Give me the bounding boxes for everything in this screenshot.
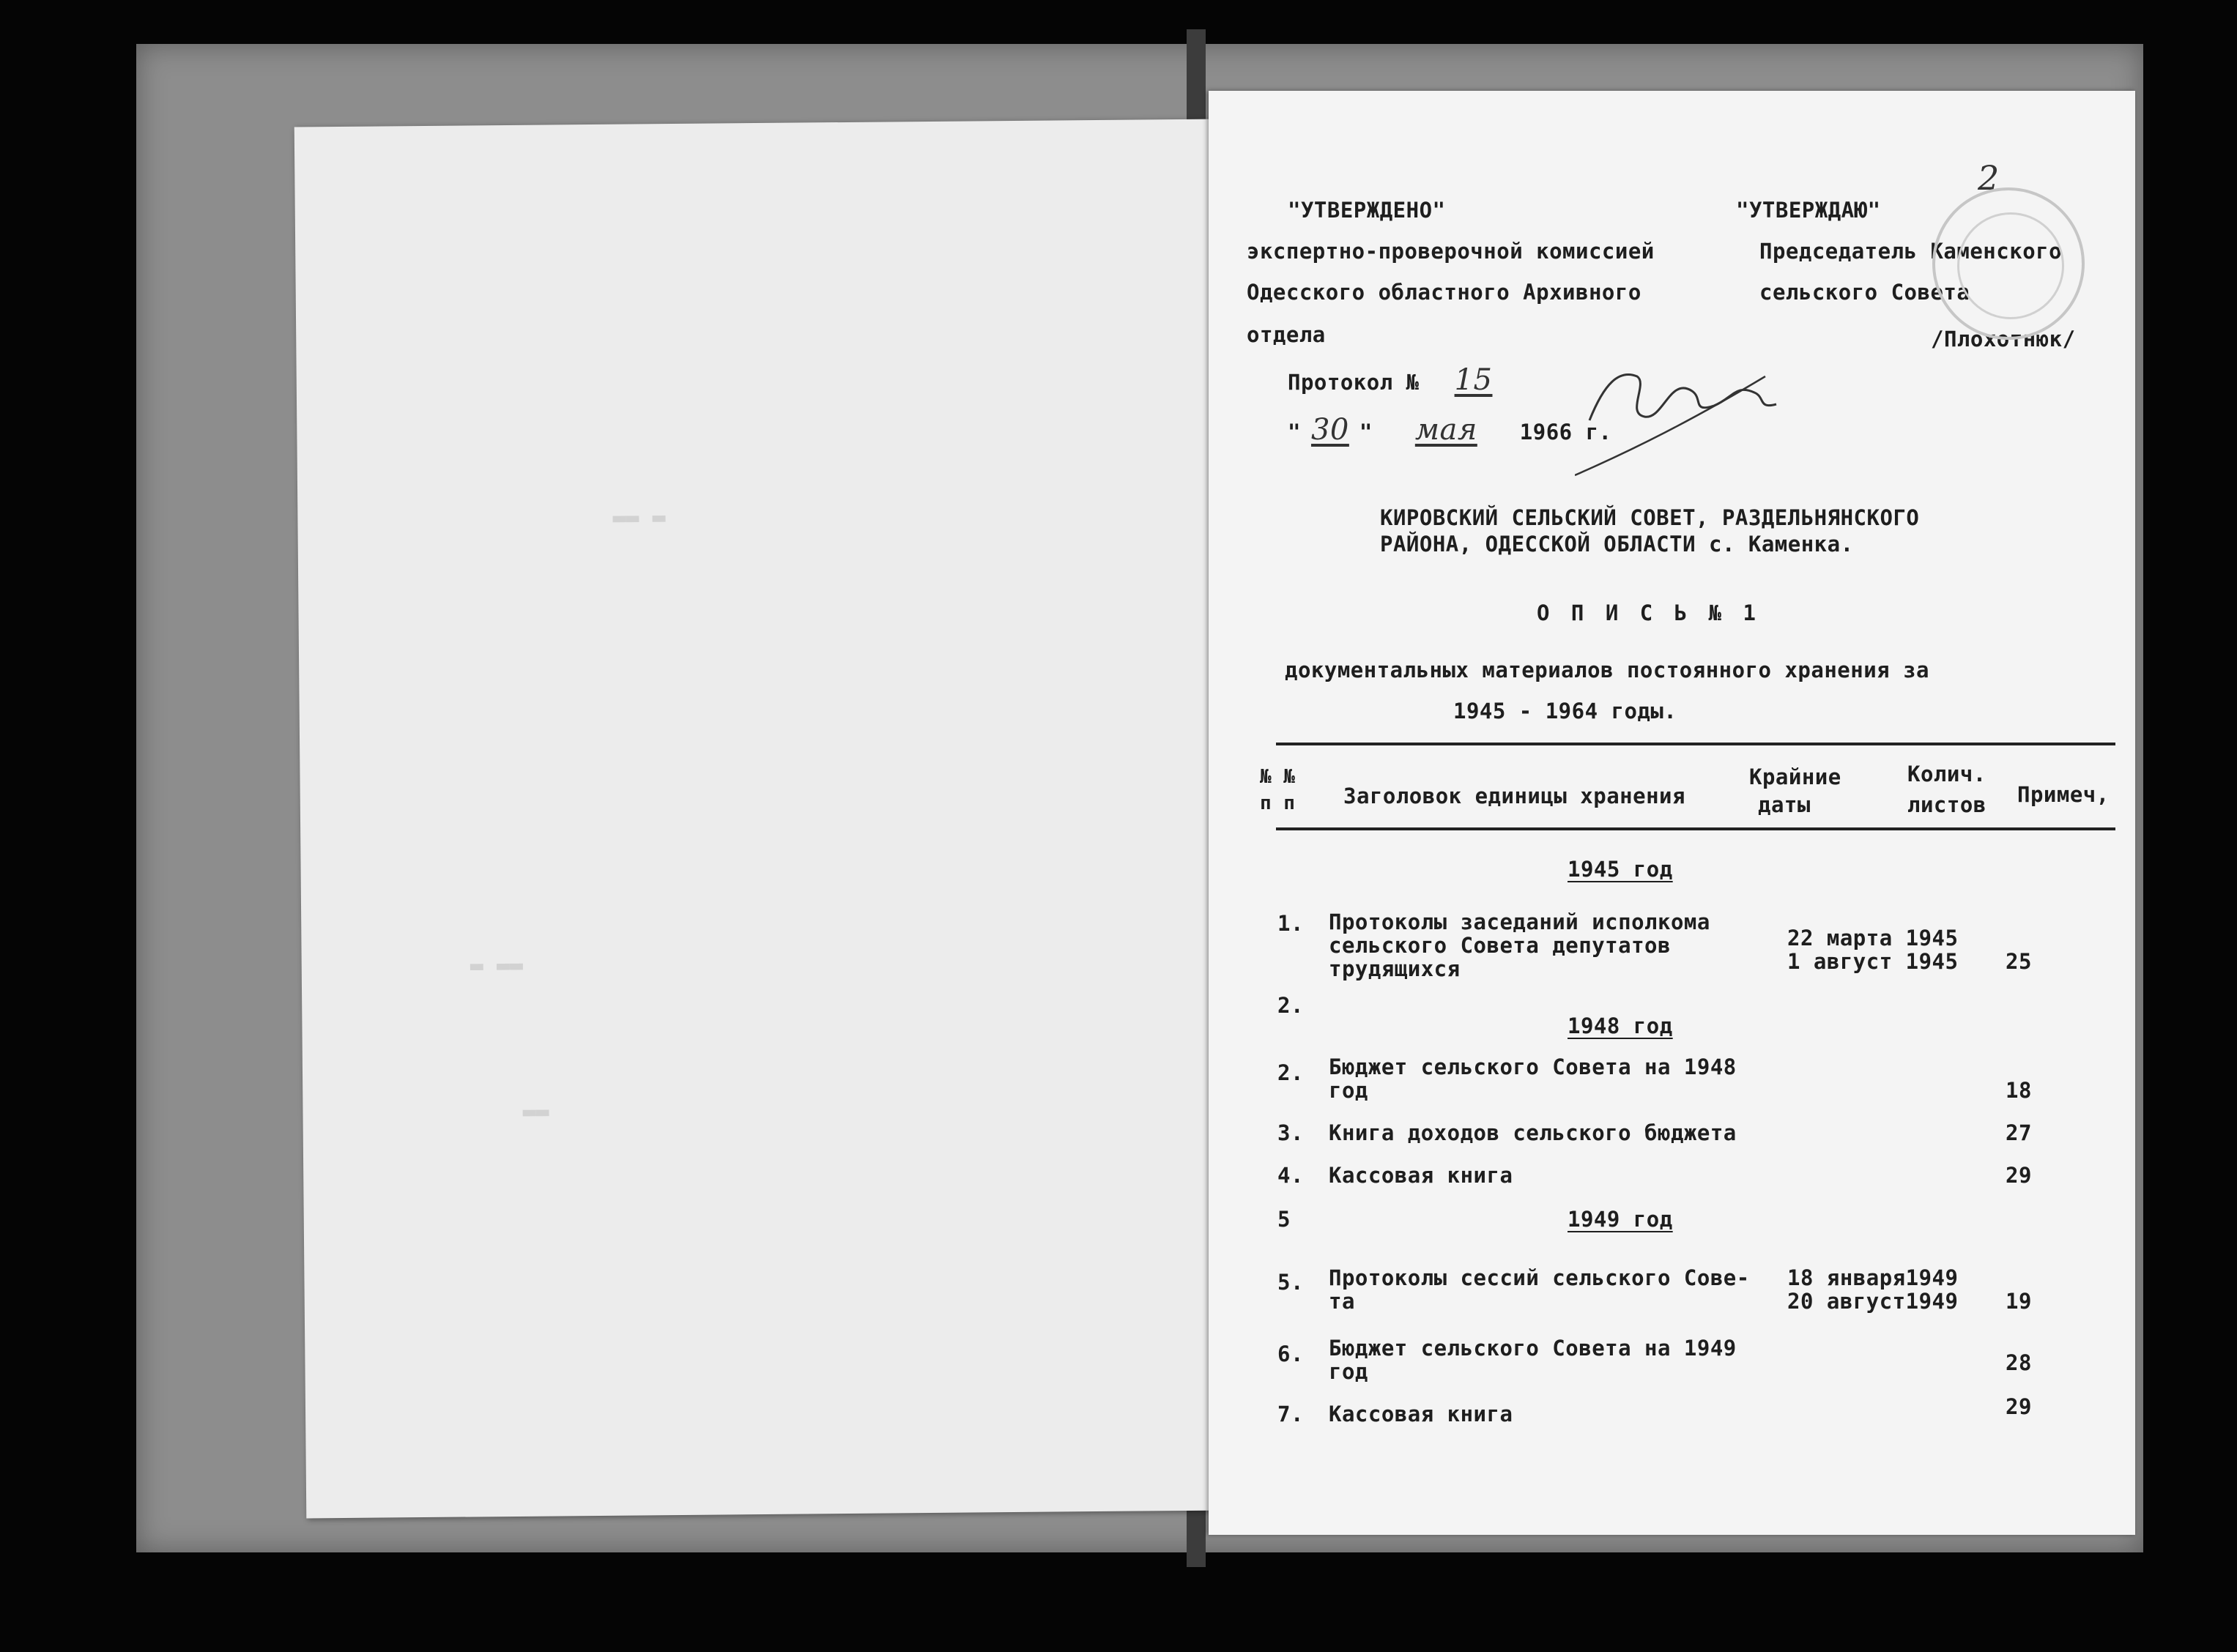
header-title: Заголовок единицы хранения <box>1343 784 1685 808</box>
row-7-title-1: Протоколы сессий сельского Сове- <box>1329 1265 1750 1290</box>
page-number: 2 <box>1978 158 2000 198</box>
approval-signer: /Плохотнюк/ <box>1931 327 2076 351</box>
row-9-num: 7. <box>1277 1402 1304 1426</box>
table-top-rule <box>1276 743 2115 745</box>
row-7-title-2: та <box>1329 1289 1355 1314</box>
section-1949: 1949 год <box>1568 1207 1673 1232</box>
bleed-through-mark: ▬▬ <box>522 1098 549 1125</box>
row-1-title-3: трудящихся <box>1329 956 1461 981</box>
row-8-title-1: Бюджет сельского Совета на 1949 <box>1329 1336 1737 1361</box>
bleed-through-mark: ▬ ▬▬ <box>470 952 524 979</box>
left-page-blank <box>294 119 1230 1519</box>
row-9-sheets: 29 <box>2006 1394 2032 1419</box>
header-sheets-line2: листов <box>1907 792 1986 817</box>
row-3-num: 2. <box>1277 1060 1304 1085</box>
row-4-title-1: Книга доходов сельского бюджета <box>1329 1120 1737 1145</box>
section-1945: 1945 год <box>1568 857 1673 882</box>
approval-left-line2: Одесского областного Архивного <box>1247 280 1641 305</box>
subtitle-line1: документальных материалов постоянного хранения за <box>1285 658 1930 682</box>
row-1-title-2: сельского Совета депутатов <box>1329 933 1671 958</box>
row-3-title-1: Бюджет сельского Совета на 1948 <box>1329 1054 1737 1079</box>
header-dates-line1: Крайние <box>1749 764 1841 789</box>
approval-left-line1: экспертно-проверочной комиссией <box>1247 239 1655 264</box>
date-month: мая <box>1414 413 1477 447</box>
organization-line2: РАЙОНА, ОДЕССКОЙ ОБЛАСТИ с. Каменка. <box>1380 532 1854 557</box>
approval-right-line2: сельского Совета <box>1759 280 1970 305</box>
header-num-line1: № № <box>1260 766 1296 788</box>
official-seal <box>1932 187 2085 340</box>
row-3-sheets: 18 <box>2006 1078 2032 1103</box>
approval-right-line1: Председатель Каменского <box>1759 239 2063 264</box>
row-7-sheets: 19 <box>2006 1289 2032 1314</box>
row-7-dates-1: 18 января1949 <box>1787 1265 1959 1290</box>
row-5-title-1: Кассовая книга <box>1329 1163 1513 1188</box>
row-7-num: 5. <box>1277 1270 1304 1295</box>
row-1-dates-1: 22 марта 1945 <box>1787 926 1959 950</box>
date-quote-close: " <box>1359 420 1373 444</box>
header-num-line2: п п <box>1260 792 1296 814</box>
bleed-through-mark: ▬▬ ▬ <box>612 505 666 531</box>
protocol-label: Протокол № <box>1288 370 1420 395</box>
row-6-num: 5 <box>1277 1207 1291 1232</box>
header-sheets-line1: Колич. <box>1907 762 1986 786</box>
row-1-title-1: Протоколы заседаний исполкома <box>1329 909 1710 934</box>
document-page <box>1209 91 2135 1535</box>
header-dates-line2: даты <box>1758 792 1811 817</box>
row-7-dates-2: 20 август1949 <box>1787 1289 1959 1314</box>
table-header-rule <box>1276 827 2115 830</box>
document-title: О П И С Ь № 1 <box>1537 600 1760 625</box>
approval-left-line3: отдела <box>1247 322 1326 347</box>
date-day: 30 <box>1310 413 1349 447</box>
row-2-num: 2. <box>1277 993 1304 1018</box>
row-8-title-2: год <box>1329 1359 1368 1384</box>
row-8-num: 6. <box>1277 1342 1304 1366</box>
header-notes: Примеч, <box>2017 782 2110 807</box>
row-1-dates-2: 1 август 1945 <box>1787 949 1959 974</box>
protocol-line <box>1288 363 1514 397</box>
signature-icon <box>1575 310 1817 479</box>
row-5-num: 4. <box>1277 1163 1304 1188</box>
row-9-title-1: Кассовая книга <box>1329 1402 1513 1426</box>
row-4-sheets: 27 <box>2006 1120 2032 1145</box>
date-year: 1966 г. <box>1519 420 1612 444</box>
date-quote-open: " <box>1288 420 1301 444</box>
subtitle-line2: 1945 - 1964 годы. <box>1453 699 1677 723</box>
approval-date-line <box>1288 413 1612 447</box>
approval-left-heading: "УТВЕРЖДЕНО" <box>1288 198 1446 223</box>
approval-right-heading: "УТВЕРЖДАЮ" <box>1736 198 1881 223</box>
organization-line1: КИРОВСКИЙ СЕЛЬСКИЙ СОВЕТ, РАЗДЕЛЬНЯНСКОГО <box>1380 505 1920 530</box>
row-1-sheets: 25 <box>2006 949 2032 974</box>
row-1-num: 1. <box>1277 911 1304 936</box>
section-1948: 1948 год <box>1568 1013 1673 1038</box>
row-3-title-2: год <box>1329 1078 1368 1103</box>
row-5-sheets: 29 <box>2006 1163 2032 1188</box>
row-8-sheets: 28 <box>2006 1350 2032 1375</box>
row-4-num: 3. <box>1277 1120 1304 1145</box>
protocol-number: 15 <box>1454 363 1493 397</box>
